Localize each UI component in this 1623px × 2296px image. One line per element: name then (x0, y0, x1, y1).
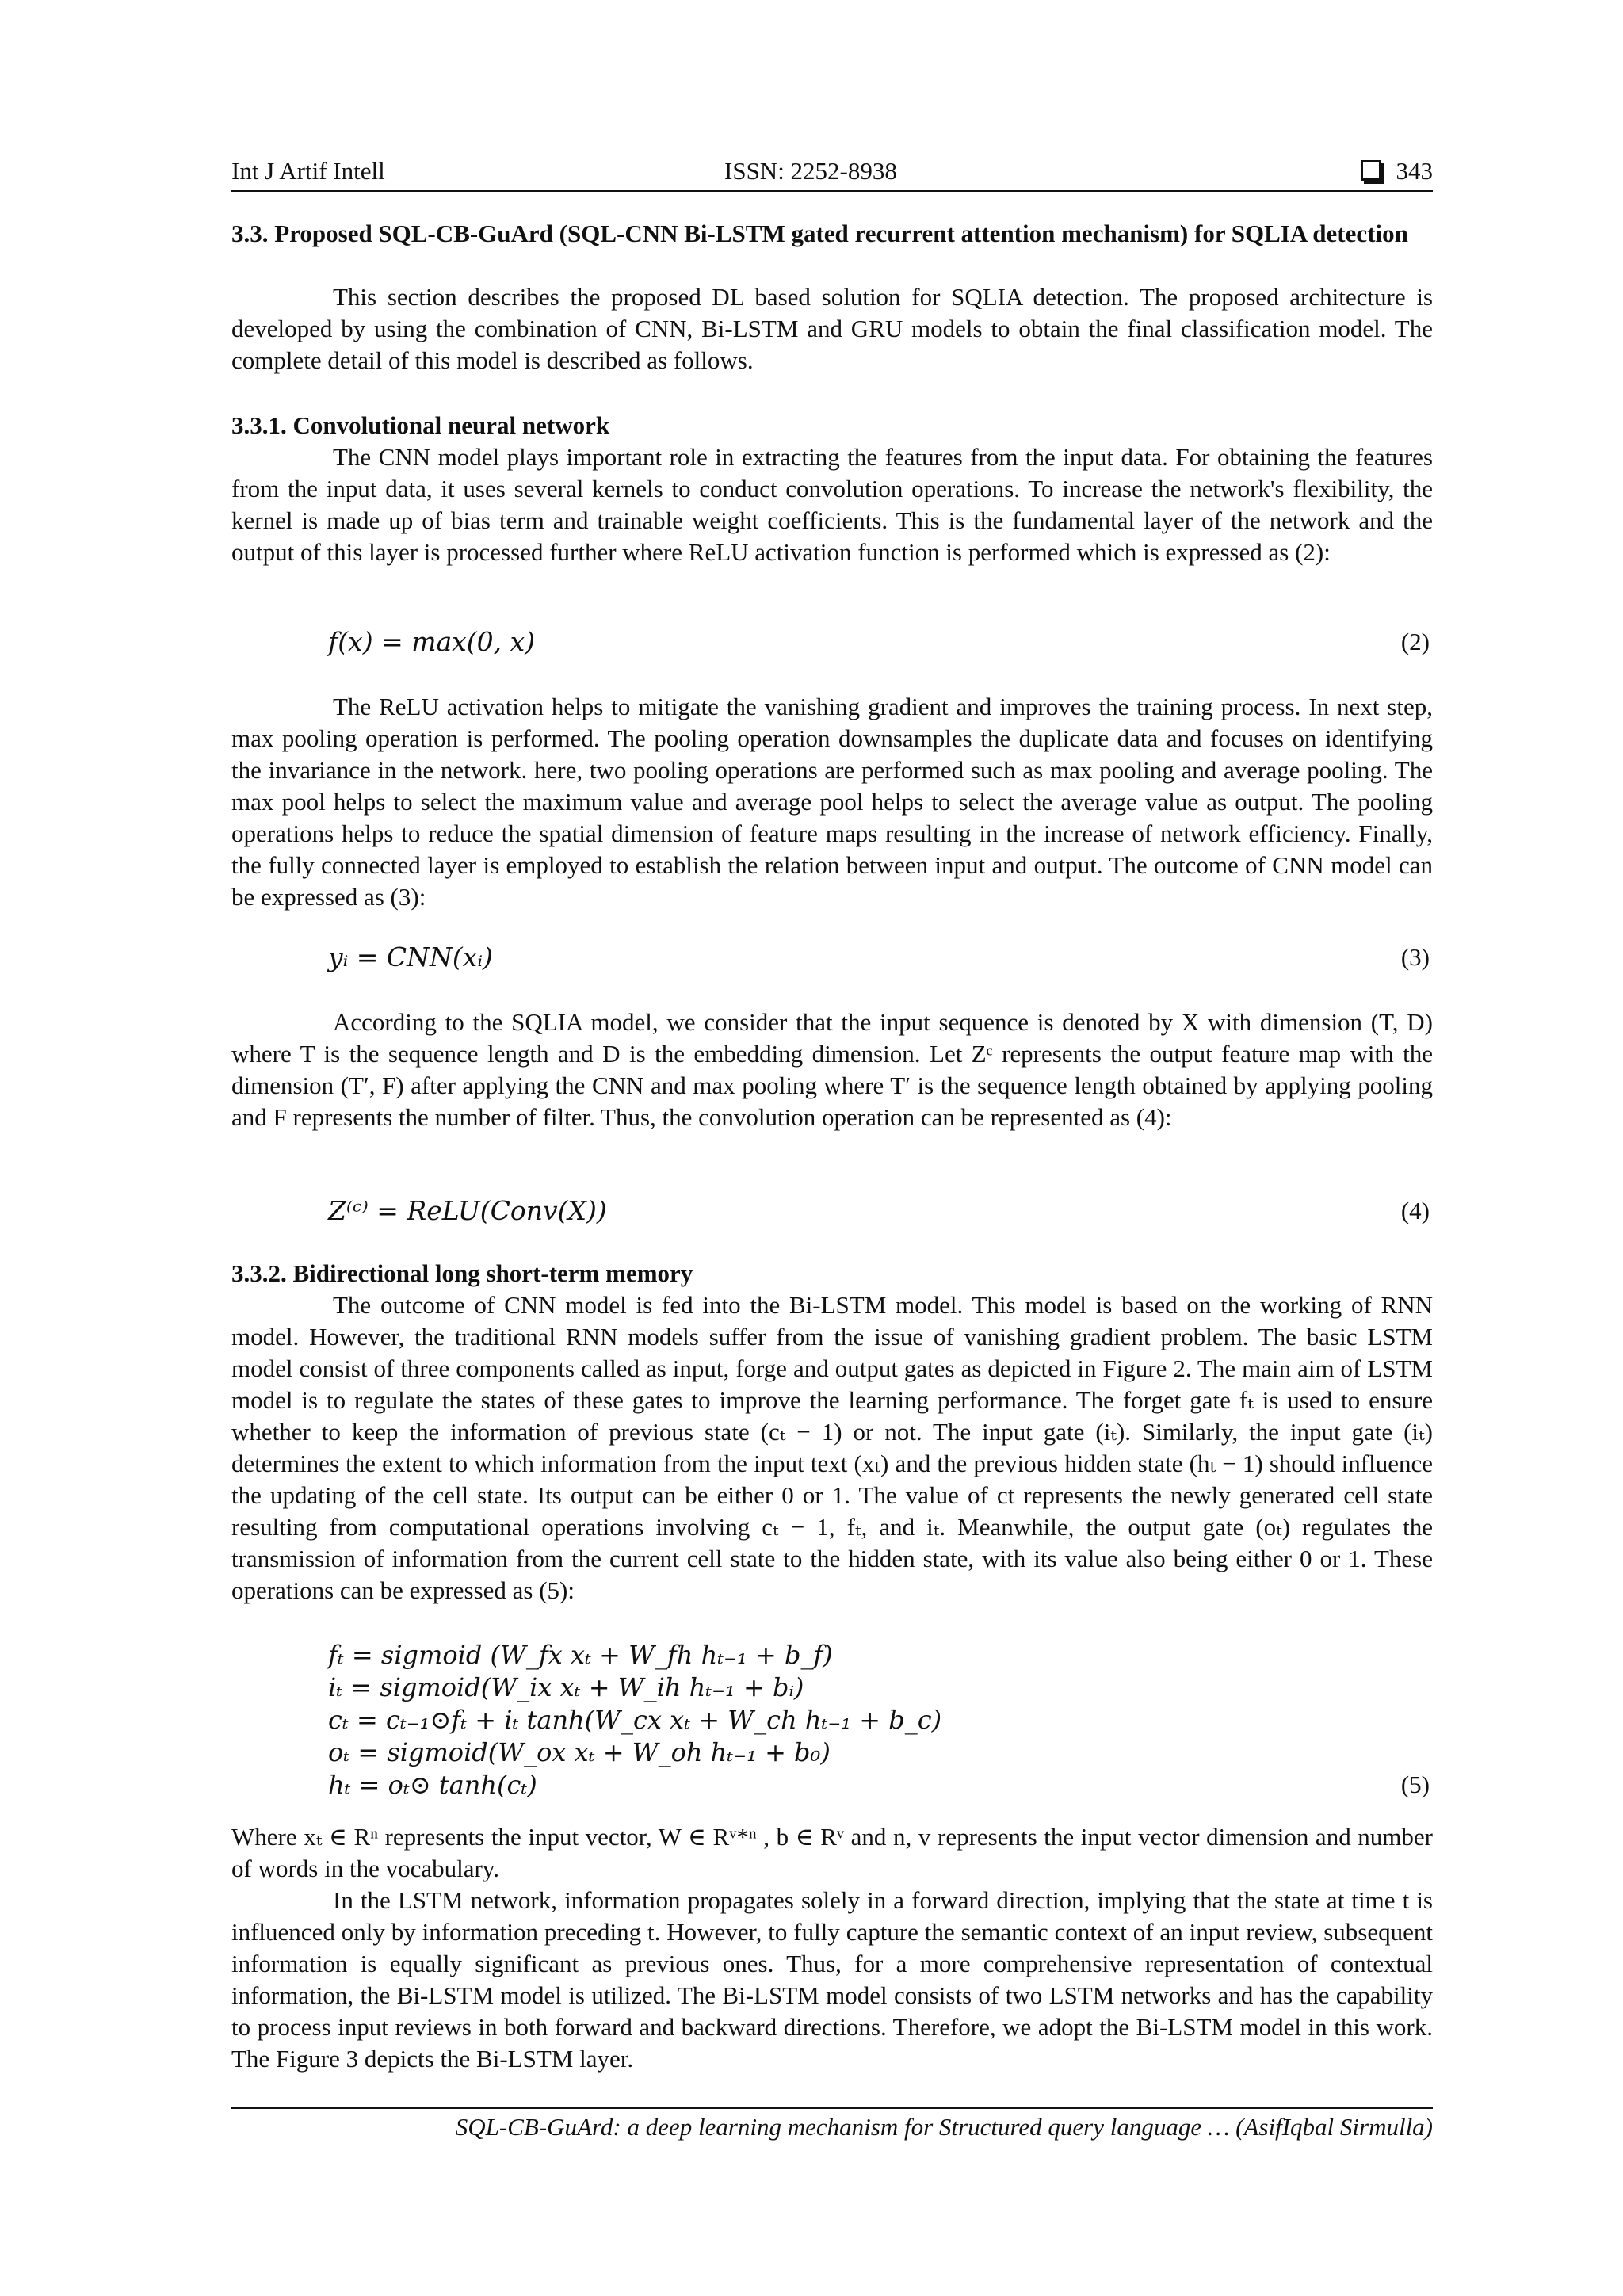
section-heading-3-3: 3.3. Proposed SQL-CB-GuArd (SQL-CNN Bi-LSTM gated recurrent attention mechanism) for SQLIA detection (231, 220, 1408, 247)
equation-5-line: fₜ = sigmoid (W_fx xₜ + W_fh hₜ₋₁ + b_f) (328, 1640, 833, 1670)
running-header (231, 155, 1433, 192)
paragraph: In the LSTM network, information propagates solely in a forward direction, implying that the state at time t is influenced only by information preceding t. However, to fully capture the semantic context of an input review, subsequent information is equally significant as previous ones. Thus, for a more comprehensive representation of contextual information, the Bi-LSTM model is utilized. The Bi-LSTM model consists of two LSTM networks and has the capability to process input reviews in both forward and backward directions. Therefore, we adopt the Bi-LSTM model in this work. The Figure 3 depicts the Bi-LSTM layer. (231, 1886, 1433, 2073)
equation-5-line: cₜ = cₜ₋₁⊙fₜ + iₜ tanh(W_cx xₜ + W_ch hₜ₋₁ + b_c) (328, 1705, 942, 1735)
paragraph: According to the SQLIA model, we consider that the input sequence is denoted by X with dimension (T, D) where T is the sequence length and D is the embedding dimension. Let Zᶜ represents the output feature map with the dimension (T′, F) after applying the CNN and max pooling where T′ is the sequence length obtained by applying pooling and F represents the number of filter. Thus, the convolution operation can be represented as (4): (231, 1008, 1433, 1131)
issn: ISSN: 2252-8938 (724, 157, 897, 185)
paragraph: The outcome of CNN model is fed into the Bi-LSTM model. This model is based on the working of RNN model. However, the traditional RNN models suffer from the issue of vanishing gradient problem. The basic LSTM model consist of three components called as input, forge and output gates as depicted in Figure 2. The main aim of LSTM model is to regulate the states of these gates to improve the learning performance. The forget gate fₜ is used to ensure whether to keep the information of previous state (cₜ − 1) or not. The input gate (iₜ). Similarly, the input gate (iₜ) determines the extent to which information from the input text (xₜ) and the previous hidden state (hₜ − 1) should influence the updating of the cell state. Its output can be either 0 or 1. The value of ct represents the newly generated cell state resulting from computational operations involving cₜ − 1, fₜ, and iₜ. Meanwhile, the output gate (oₜ) regulates the transmission of information from the current cell state to the hidden state, with its value also being either 0 or 1. These operations can be expressed as (5): (231, 1291, 1433, 1604)
equation-5-line: hₜ = oₜ⊙ tanh(cₜ) (328, 1770, 537, 1800)
running-footer: SQL-CB-GuArd: a deep learning mechanism for Structured query language … (AsifIqbal Sirmulla) (455, 2113, 1433, 2141)
square-bullet-icon (1361, 160, 1381, 181)
equation-number-4: (4) (1400, 1197, 1430, 1224)
equation-number-3: (3) (1400, 943, 1430, 971)
header-rule (231, 190, 1433, 192)
page-number: 343 (1396, 157, 1433, 185)
paragraph: This section describes the proposed DL based solution for SQLIA detection. The proposed architecture is developed by using the combination of CNN, Bi-LSTM and GRU models to obtain the final classification model. The complete detail of this model is described as follows. (231, 283, 1433, 374)
paragraph: The CNN model plays important role in extracting the features from the input data. For obtaining the features from the input data, it uses several kernels to conduct convolution operations. To increase the network's flexibility, the kernel is made up of bias term and trainable weight coefficients. This is the fundamental layer of the network and the output of this layer is processed further where ReLU activation function is performed which is expressed as (2): (231, 443, 1433, 566)
equation-number-5: (5) (1400, 1771, 1430, 1798)
equation-3: yᵢ = CNN(xᵢ) (328, 942, 493, 972)
paragraph: Where xₜ ∈ Rⁿ represents the input vector, W ∈ Rᵛ*ⁿ , b ∈ Rᵛ and n, v represents the input vector dimension and number of words in the vocabulary. (231, 1823, 1433, 1882)
equation-5-line: iₜ = sigmoid(W_ix xₜ + W_ih hₜ₋₁ + bᵢ) (328, 1672, 804, 1702)
paragraph: The ReLU activation helps to mitigate the vanishing gradient and improves the training process. In next step, max pooling operation is performed. The pooling operation downsamples the duplicate data and focuses on identifying the invariance in the network. here, two pooling operations are performed such as max pooling and average pooling. The max pool helps to select the maximum value and average pool helps to select the average value as output. The pooling operations helps to reduce the spatial dimension of feature maps resulting in the increase of network efficiency. Finally, the fully connected layer is employed to establish the relation between input and output. The outcome of CNN model can be expressed as (3): (231, 693, 1433, 911)
section-heading-3-3-2: 3.3.2. Bidirectional long short-term memory (231, 1259, 693, 1287)
equation-number-2: (2) (1400, 628, 1430, 655)
equation-5 (328, 1639, 941, 1801)
journal-name: Int J Artif Intell (231, 157, 385, 185)
equation-5-line: oₜ = sigmoid(W_ox xₜ + W_oh hₜ₋₁ + b₀) (328, 1737, 831, 1767)
equation-4: Z⁽ᶜ⁾ = ReLU(Conv(X)) (328, 1195, 607, 1226)
footer-rule (231, 2107, 1433, 2109)
section-heading-3-3-1: 3.3.1. Convolutional neural network (231, 411, 610, 439)
equation-2: f(x) = max(0, x) (328, 626, 536, 657)
